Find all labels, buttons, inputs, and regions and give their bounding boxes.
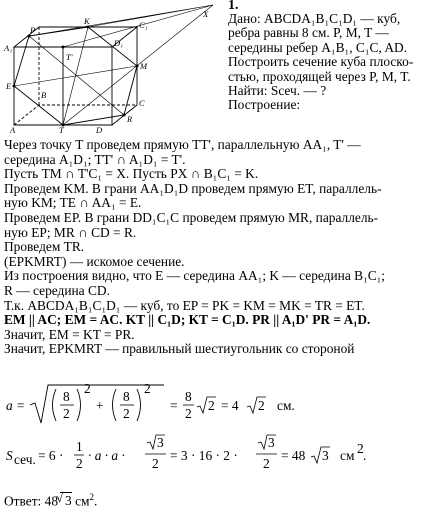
label-e: E — [6, 81, 12, 91]
frac2-den: 2 — [123, 406, 130, 421]
label-m: M — [140, 61, 148, 71]
cube-section-figure — [0, 0, 220, 135]
solution-line: Проведем TR. — [4, 239, 85, 255]
label-d1: D₁ — [114, 38, 124, 48]
solution-text — [4, 138, 444, 357]
problem-statement — [228, 12, 444, 113]
solution-line: Пусть TM ∩ T'C₁ = X. Пусть PX ∩ B₁C₁ = K. — [4, 166, 259, 182]
eq1: = — [170, 398, 178, 413]
solution-line: EM || AC; EM = AC. KT || C₁D; KT = C₁D. PR || A₁D' PR = A₁D. — [4, 312, 371, 328]
unit: см. — [277, 398, 295, 413]
res-radicand: 3 — [322, 448, 329, 463]
area-mid: · a · a · — [88, 448, 125, 463]
label-c: C — [139, 98, 145, 108]
solution-line: Т.к. ABCDA₁B₁C₁D₁ — куб, то EP = PK = KM = MK = TR = ET. — [4, 297, 365, 313]
solution-line: R — середина CD. — [4, 282, 110, 298]
label-p: P — [30, 25, 36, 35]
label-a: A — [10, 125, 16, 135]
given-line: середины ребер A₁B₁, C₁C, AD. — [228, 39, 408, 55]
area-sub: сеч. — [14, 452, 36, 467]
given-line: Построение: — [228, 97, 301, 113]
solution-line: ную KM; TE ∩ AA₁ = E. — [4, 195, 142, 211]
solution-line: Значит, EPKMRT — правильный шестиугольник со стороной — [4, 341, 355, 357]
given-line: Построить сечение куба плоско- — [228, 54, 414, 70]
problem-number: 1. — [228, 0, 239, 13]
label-a1: A₁ — [4, 43, 13, 53]
label-r: R — [127, 114, 133, 124]
frac1-den: 2 — [63, 406, 70, 421]
label-t: T — [59, 125, 64, 135]
area-mid2: = 3 · 16 · 2 · — [170, 448, 238, 463]
frac1-num: 8 — [63, 389, 70, 404]
given-line: Найти: Sсеч. — ? — [228, 83, 327, 99]
area-dot: . — [363, 448, 367, 463]
answer-dot: . — [94, 493, 98, 509]
frac2-num: 8 — [123, 389, 130, 404]
area-res: = 48 — [281, 448, 306, 463]
area-formula — [4, 433, 444, 477]
answer-radicand: 3 — [65, 493, 72, 509]
label-t-prime: T' — [66, 52, 73, 62]
area-lhs: S — [6, 448, 13, 463]
res-frac-num: 8 — [185, 389, 192, 404]
formula-lhs: a = — [6, 398, 26, 413]
solution-line: (EPKMRT) — искомое сечение. — [4, 253, 185, 269]
solution-line: Проведем KM. В грани AA₁D₁D проведем прямую ET, параллель- — [4, 180, 382, 196]
solution-line: Значит, EM = KT = PR. — [4, 326, 135, 342]
given-line: ребра равны 8 см. P, M, T — — [228, 25, 389, 41]
label-k: K — [84, 16, 90, 26]
solution-line: середина A₁D₁; TT' ∩ A₁D₁ = T'. — [4, 151, 186, 167]
pow1: 2 — [84, 383, 91, 396]
solution-line: ную EP; MR ∩ CD = R. — [4, 224, 137, 240]
sq2-num: 3 — [268, 435, 275, 450]
sq-num: 3 — [157, 435, 164, 450]
sq-den: 2 — [152, 456, 159, 471]
solution-line: Через точку T проведем прямую TT', параллельную AA₁, T' — — [4, 137, 361, 152]
half-den: 2 — [76, 456, 83, 471]
label-d: D — [96, 125, 103, 135]
answer — [4, 492, 97, 509]
label-b: B — [41, 90, 47, 100]
area-unit: см — [340, 448, 355, 463]
eq2: = 4 — [221, 398, 239, 413]
answer-sqrt — [56, 490, 72, 509]
label-x: X — [203, 9, 209, 19]
answer-unit: см — [75, 493, 90, 509]
label-c1: C₁ — [139, 20, 148, 30]
answer-exp: 2 — [89, 492, 95, 502]
side-formula — [4, 383, 444, 427]
given-line: Дано: ABCDA₁B₁C₁D₁ — куб, — [228, 11, 401, 26]
half-num: 1 — [76, 439, 83, 454]
sq2-den: 2 — [263, 456, 270, 471]
radicand-1: 2 — [208, 398, 215, 413]
area-exp: 2 — [357, 441, 364, 456]
radical-sign: √ — [56, 490, 64, 506]
radicand-2: 2 — [258, 398, 265, 413]
answer-label: Ответ: 48 — [4, 493, 59, 509]
solution-line: Из построения видно, что E — середина AA₁; K — середина B₁C₁; — [4, 268, 386, 284]
pow2: 2 — [144, 383, 151, 396]
construction-lines — [29, 5, 213, 125]
plus-sign: + — [96, 398, 104, 413]
area-eq: = 6 · — [38, 448, 64, 463]
res-frac-den: 2 — [185, 406, 192, 421]
solution-line: Проведем EP. В грани DD₁C₁C проведем прямую MR, параллель- — [4, 209, 379, 225]
given-line: стью, проходящей через P, M, T. — [228, 68, 411, 84]
